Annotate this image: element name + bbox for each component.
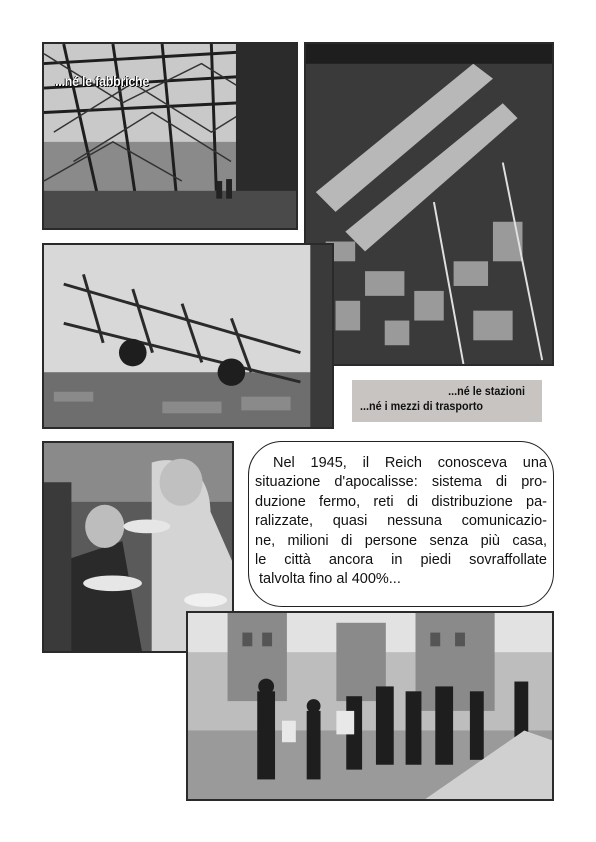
text-line: duzione fermo, reti di distribuzione pa- (255, 493, 547, 510)
text-bubble (248, 441, 554, 607)
text-line: Nel 1945, il Reich conosceva una (273, 455, 547, 471)
caption-transport: ...né i mezzi di trasporto (360, 399, 484, 413)
photo-aerial-station (304, 42, 554, 366)
body-paragraph (255, 454, 547, 590)
text-line: talvolta fino al 400%... (259, 571, 401, 588)
photo-wrecked-wagon (42, 243, 334, 429)
photo-refugees-in-ruins (186, 611, 554, 801)
photo-destroyed-factory (42, 42, 298, 230)
caption-box-stations-transport (352, 380, 542, 422)
text-line: le città ancora in piedi sovraffollate (255, 552, 547, 569)
text-line: ne, milioni di persone senza più casa, (255, 532, 547, 549)
text-line: ralizzate, quasi nessuna comunicazio- (255, 513, 547, 530)
caption-stations: ...né le stazioni (448, 384, 525, 398)
text-line: situazione d'apocalisse: sistema di pro- (255, 474, 547, 491)
caption-factories: ...né le fabbriche (55, 73, 150, 89)
